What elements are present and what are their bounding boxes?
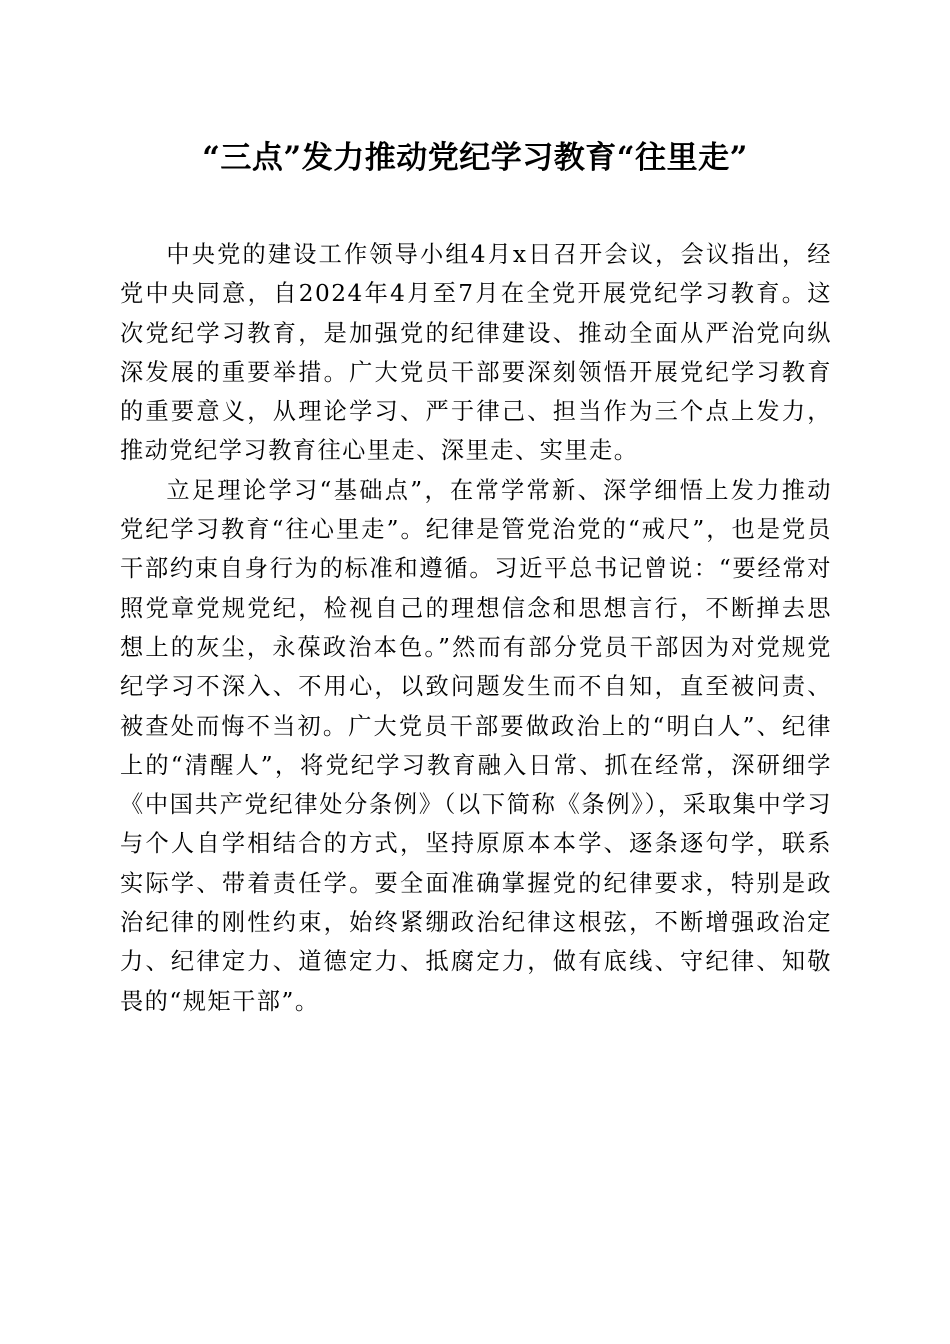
paragraph-intro: 中央党的建设工作领导小组4月x日召开会议，会议指出，经党中央同意，自2024年4月至7月在全党开展党纪学习教育。这次党纪学习教育，是加强党的纪律建设、推动全面从严治党向纵深发展的重要举措。广大党员干部要深刻领悟开展党纪学习教育的重要意义，从理论学习、严于律己、担当作为三个点上发力，推动党纪学习教育往心里走、深里走、实里走。 [120, 241, 832, 465]
paragraph-theory-study: 立足理论学习“基础点”，在常学常新、深学细悟上发力推动党纪学习教育“往心里走”。纪律是管党治党的“戒尺”，也是党员干部约束自身行为的标准和遵循。习近平总书记曾说：“要经常对照党章党规党纪，检视自己的理想信念和思想言行，不断掸去思想上的灰尘，永葆政治本色。”然而有部分党员干部因为对党规党纪学习不深入、不用心，以致问题发生而不自知，直至被问责、被查处而悔不当初。广大党员干部要做政治上的“明白人”、纪律上的“清醒人”，将党纪学习教育融入日常、抓在经常，深研细学《中国共产党纪律处分条例》（以下简称《条例》），采取集中学习与个人自学相结合的方式，坚持原原本本学、逐条逐句学，联系实际学、带着责任学。要全面准确掌握党的纪律要求，特别是政治纪律的刚性约束，始终紧绷政治纪律这根弦，不断增强政治定力、纪律定力、道德定力、抵腐定力，做有底线、守纪律、知敬畏的“规矩干部”。 [120, 476, 832, 1015]
document-title: “三点”发力推动党纪学习教育“往里走” [202, 140, 748, 176]
document-body [120, 235, 832, 1021]
